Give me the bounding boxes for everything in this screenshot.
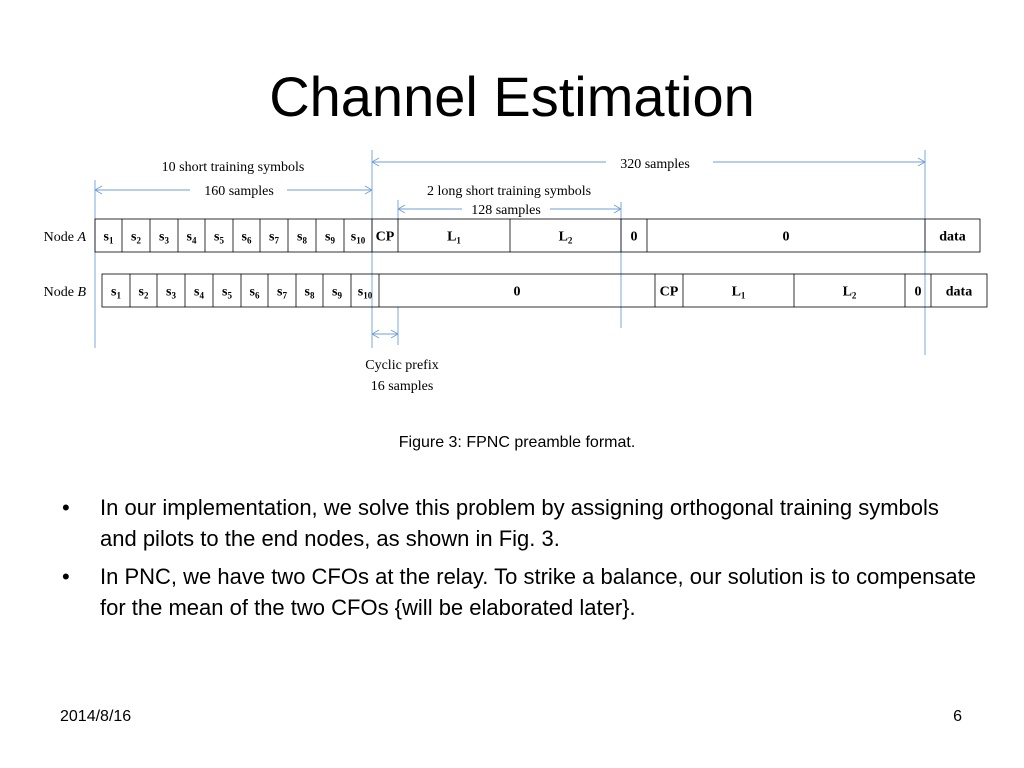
cell-symbol: s [269, 229, 275, 245]
cell-subscript: 3 [171, 290, 176, 301]
frame-cell [242, 230, 252, 246]
cell-subscript: 1 [108, 235, 114, 246]
frame-cell [514, 285, 521, 300]
node-label [44, 285, 87, 300]
cell-symbol: s [131, 229, 137, 245]
frame-cell [222, 285, 232, 301]
bullet-text: In PNC, we have two CFOs at the relay. To strike a balance, our solution is to compensate for the mean of the two CFOs {will be elaborated later}. [100, 564, 976, 620]
frame-cell [946, 285, 972, 300]
cell-subscript: 2 [567, 235, 573, 246]
cell-subscript: 8 [302, 235, 307, 246]
node-label-letter: A [77, 230, 86, 245]
bullet-item [58, 492, 978, 554]
node-label-letter: B [77, 285, 86, 300]
cell-symbol: s [103, 229, 109, 245]
cell-symbol: s [357, 284, 364, 300]
cell-subscript: 1 [740, 290, 746, 301]
cell-symbol: 0 [630, 229, 638, 245]
dimension-label: 128 samples [471, 203, 541, 218]
frame-cell [783, 230, 790, 245]
frame-cell [250, 285, 260, 301]
cell-subscript: 1 [456, 235, 461, 246]
cell-subscript: 10 [363, 290, 373, 301]
frame-cell [297, 230, 307, 246]
cell-symbol: L [842, 284, 852, 300]
cell-subscript: 9 [330, 235, 335, 246]
cell-symbol: data [945, 284, 973, 300]
cell-subscript: 8 [309, 290, 315, 301]
frame-cell [351, 230, 366, 246]
node-label-word: Node [43, 230, 78, 245]
bullet-marker: • [62, 495, 70, 520]
cell-subscript: 9 [337, 290, 342, 301]
cell-subscript: 5 [227, 290, 232, 301]
cell-symbol: s [166, 284, 172, 300]
page-number: 6 [953, 708, 962, 725]
frame-cell [104, 230, 114, 246]
cell-symbol: s [111, 284, 117, 300]
dimension-label: Cyclic prefix [365, 358, 439, 373]
dimension-arrows [95, 150, 925, 355]
cell-symbol: s [350, 229, 357, 245]
frame-cell [358, 285, 373, 301]
frame-cell [214, 230, 224, 246]
frame-cell [447, 230, 461, 246]
dimension-label: 2 long short training symbols [426, 184, 592, 199]
frame-cell [269, 230, 279, 246]
cell-subscript: 2 [851, 290, 857, 301]
node-label [44, 230, 87, 245]
frame-cell [325, 230, 335, 246]
frame-cell [939, 230, 965, 245]
frame-cell [187, 230, 197, 246]
dimension-label: 320 samples [620, 157, 690, 172]
cell-symbol: s [138, 284, 144, 300]
cell-subscript: 7 [282, 290, 287, 301]
cell-symbol: s [159, 229, 165, 245]
bullet-item [58, 561, 978, 623]
cell-symbol: L [731, 284, 741, 300]
cell-subscript: 7 [274, 235, 279, 246]
figure-caption: Figure 3: FPNC preamble format. [398, 434, 636, 451]
dimension-label: 16 samples [370, 379, 434, 394]
bullet-marker: • [62, 564, 70, 589]
cell-symbol: s [332, 284, 338, 300]
cell-symbol: L [447, 229, 457, 245]
cell-symbol: CP [375, 229, 395, 245]
bullet-text: In our implementation, we solve this problem by assigning orthogonal training symbols and pilots to the end nodes, as shown in Fig. 3. [100, 495, 939, 551]
node-label-word: Node [43, 285, 78, 300]
node-b-row [44, 274, 987, 307]
frame-cell [111, 285, 121, 301]
frame-cell [915, 285, 922, 300]
cell-symbol: s [277, 284, 283, 300]
cell-subscript: 10 [356, 235, 366, 246]
cell-symbol: s [222, 284, 228, 300]
cell-subscript: 4 [191, 235, 197, 246]
cell-symbol: CP [659, 284, 679, 300]
cell-symbol: s [214, 229, 220, 245]
cell-symbol: s [249, 284, 255, 300]
cell-symbol: L [558, 229, 568, 245]
frame-cell [159, 230, 169, 246]
frame-cell [131, 230, 141, 246]
page-title: Channel Estimation [269, 65, 755, 128]
cell-subscript: 6 [246, 235, 252, 246]
cell-symbol: data [939, 229, 966, 245]
frame-cell [332, 285, 342, 301]
cell-symbol: s [297, 229, 303, 245]
frame-cell [194, 285, 204, 301]
dimension-label: 10 short training symbols [161, 160, 305, 175]
frame-cell [376, 230, 395, 245]
cell-subscript: 1 [116, 290, 121, 301]
cell-symbol: s [186, 229, 192, 245]
frame-cell [305, 285, 315, 301]
cell-subscript: 3 [164, 235, 169, 246]
cell-symbol: 0 [914, 284, 922, 300]
node-a-row [44, 219, 980, 252]
cell-subscript: 5 [219, 235, 224, 246]
frame-cell [660, 285, 679, 300]
frame-cell [139, 285, 149, 301]
footer-date: 2014/8/16 [60, 708, 132, 725]
frame-cell [277, 285, 287, 301]
cell-symbol: s [325, 229, 331, 245]
cell-subscript: 2 [143, 290, 149, 301]
cell-symbol: s [304, 284, 310, 300]
frame-cell [732, 285, 746, 301]
cell-subscript: 6 [254, 290, 260, 301]
cell-subscript: 4 [199, 290, 204, 301]
frame-cell [166, 285, 176, 301]
frame-cell [843, 285, 857, 301]
dimension-label: 160 samples [204, 184, 274, 199]
frame-cell [631, 230, 638, 245]
frame-cell [559, 230, 573, 246]
cell-symbol: 0 [513, 284, 521, 300]
cell-symbol: 0 [782, 229, 790, 245]
cell-symbol: s [194, 284, 200, 300]
bullet-list [58, 492, 978, 630]
cell-symbol: s [241, 229, 247, 245]
frame-border [95, 219, 980, 252]
cell-subscript: 2 [136, 235, 141, 246]
